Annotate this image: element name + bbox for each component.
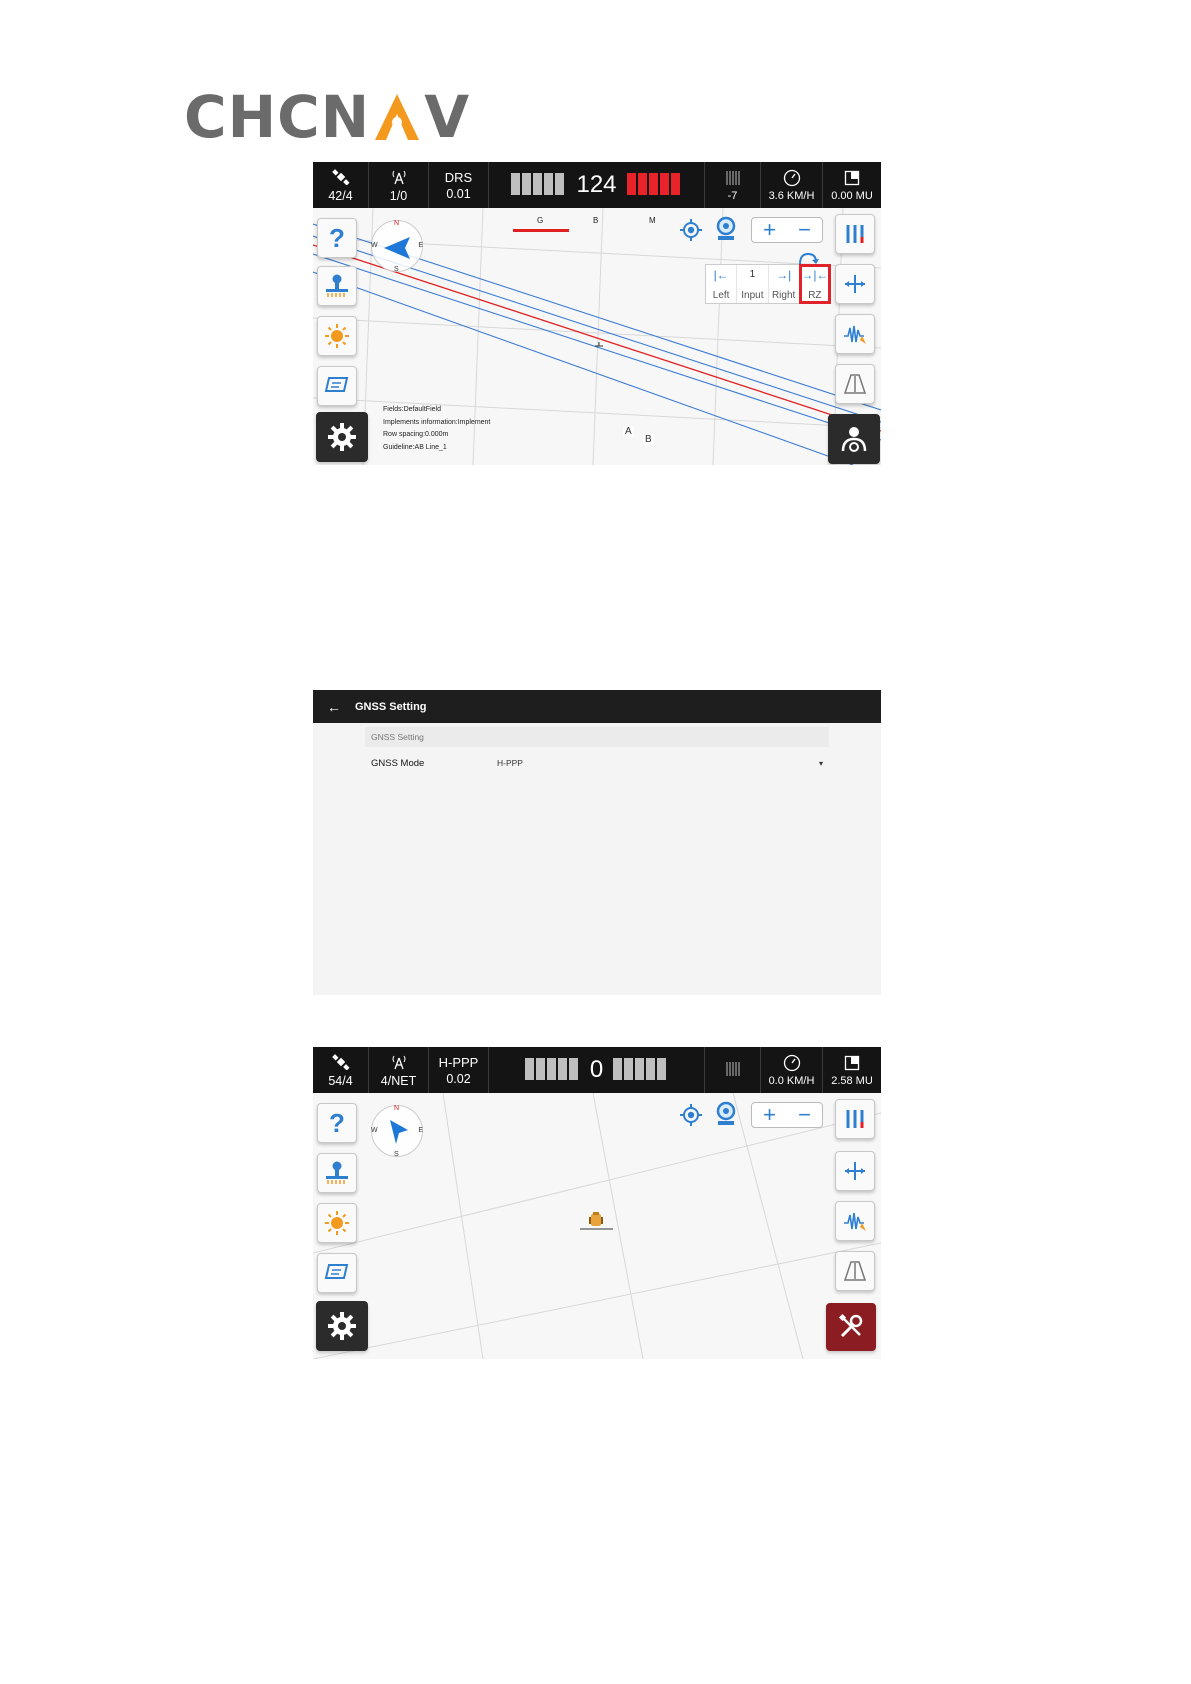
rotate-arrow-icon <box>797 252 819 266</box>
area-icon <box>844 1055 860 1071</box>
compass-east: E <box>418 242 423 249</box>
scale-label-b: B <box>593 216 599 225</box>
shift-line-icon <box>843 272 867 296</box>
field-manager-button[interactable] <box>317 1253 357 1293</box>
field-info-panel <box>383 404 490 454</box>
tools-button[interactable] <box>826 1303 876 1351</box>
camera-icon[interactable] <box>715 216 737 247</box>
gnss-setting-screen <box>313 690 881 995</box>
antenna-icon <box>390 1054 408 1070</box>
shift-left-button[interactable] <box>706 265 737 303</box>
guideline-list-button[interactable] <box>835 1099 875 1139</box>
area-status <box>823 162 881 208</box>
area-icon <box>844 170 860 186</box>
gear-icon <box>327 1311 357 1341</box>
chcnav-logo <box>184 83 471 151</box>
guidance-indicator-line <box>513 229 569 232</box>
shift-line-icon <box>843 1159 867 1183</box>
lightbar-right <box>613 1058 668 1083</box>
implement-icon <box>324 1160 350 1186</box>
locate-icon[interactable] <box>679 218 703 247</box>
speed-value: 3.6 KM/H <box>768 190 815 202</box>
satellite-count: 54/4 <box>328 1074 353 1088</box>
lightbar-right <box>627 173 682 198</box>
heading-arrow-icon <box>372 221 424 273</box>
wrench-screwdriver-icon <box>837 1313 865 1341</box>
satellite-status[interactable] <box>313 1047 369 1093</box>
compass-west: W <box>371 1127 378 1134</box>
dropdown-arrow-icon[interactable]: ▾ <box>818 758 823 768</box>
return-zero-button[interactable] <box>800 265 830 303</box>
parallel-lines-icon <box>843 1107 867 1131</box>
lightbar-left <box>525 1058 580 1083</box>
sun-icon <box>324 1210 350 1236</box>
brightness-button[interactable] <box>317 1203 357 1243</box>
map-view[interactable] <box>313 1093 881 1359</box>
field-map-icon <box>324 1262 350 1284</box>
view-mode-button[interactable] <box>835 364 875 404</box>
zoom-out-button[interactable]: − <box>798 1102 811 1127</box>
help-button[interactable] <box>317 1103 357 1143</box>
help-icon: ? <box>329 222 345 253</box>
back-arrow-icon[interactable]: ← <box>327 698 341 715</box>
wave-chart-icon <box>842 1209 868 1233</box>
area-status <box>823 1047 881 1093</box>
offset-input-button[interactable] <box>737 265 768 303</box>
speedometer-icon <box>783 1054 801 1072</box>
autosteer-engage-button[interactable] <box>828 414 880 464</box>
base-count: 4/NET <box>380 1074 417 1088</box>
row-spacing: Row spacing:0.000m <box>383 431 449 438</box>
lightbar <box>489 1047 705 1093</box>
point-b-marker: B <box>645 434 652 445</box>
satellite-count: 42/4 <box>328 189 353 203</box>
area-value: 2.58 MU <box>831 1075 873 1087</box>
terrain-compensation-button[interactable] <box>835 1201 875 1241</box>
compass-south: S <box>394 1151 399 1158</box>
parallel-lines-icon <box>843 222 867 246</box>
map-view[interactable] <box>313 208 881 465</box>
road-perspective-icon <box>843 1259 867 1283</box>
zoom-in-button[interactable]: + <box>763 1102 776 1127</box>
scale-label-g: G <box>537 216 544 225</box>
antenna-icon <box>390 169 408 185</box>
driver-wheel-icon <box>839 424 869 454</box>
guideline-name: Guideline:AB Line_1 <box>383 443 447 451</box>
brightness-button[interactable] <box>317 316 357 356</box>
help-button[interactable] <box>317 218 357 258</box>
satellite-icon <box>332 169 350 185</box>
field-map-icon <box>324 375 350 397</box>
scale-label-m: M <box>649 216 656 225</box>
status-bar <box>313 1047 881 1093</box>
gnss-mode-label: GNSS Mode <box>371 757 425 769</box>
speed-status <box>761 162 823 208</box>
implement-info: Implements information:Implement <box>383 418 491 426</box>
tractor-icon <box>589 1212 603 1226</box>
solution-mode[interactable] <box>429 1047 489 1093</box>
guidance-scale <box>513 214 673 234</box>
heading-arrow-icon <box>372 1106 424 1158</box>
guideline-list-button[interactable] <box>835 214 875 254</box>
base-count: 1/0 <box>389 189 408 203</box>
shift-right-icon: →| <box>776 268 792 282</box>
road-perspective-icon <box>843 372 867 396</box>
compass[interactable] <box>371 1105 423 1157</box>
app-bar <box>313 690 881 723</box>
gear-icon <box>327 422 357 452</box>
compass-west: W <box>371 242 378 249</box>
offset-input-label: Input <box>741 290 764 301</box>
locate-icon[interactable] <box>679 1103 703 1132</box>
view-mode-button[interactable] <box>835 1251 875 1291</box>
settings-button[interactable] <box>316 412 368 462</box>
lightbar-offset-value: 0 <box>589 1056 604 1083</box>
compass[interactable] <box>371 220 423 272</box>
camera-icon[interactable] <box>715 1101 737 1132</box>
compass-north: N <box>394 1105 400 1112</box>
compass-north: N <box>394 220 400 227</box>
line-offset-toolbar <box>705 264 831 304</box>
satellite-status[interactable] <box>313 162 369 208</box>
line-shift-button[interactable] <box>835 1151 875 1191</box>
lightbar-left <box>511 173 566 198</box>
sun-icon <box>324 323 350 349</box>
speed-status <box>761 1047 823 1093</box>
shift-left-icon: |← <box>713 268 729 282</box>
speed-value: 0.0 KM/H <box>768 1075 815 1087</box>
section-header: GNSS Setting <box>365 727 829 747</box>
deviation-status <box>705 1047 761 1093</box>
page-title: GNSS Setting <box>355 700 427 713</box>
field-name: Fields:DefaultField <box>383 406 441 413</box>
shift-right-label: Right <box>771 290 796 301</box>
implement-button[interactable] <box>317 266 357 306</box>
settings-body <box>313 723 881 995</box>
speedometer-icon <box>783 169 801 187</box>
terrain-compensation-button[interactable] <box>835 314 875 354</box>
return-zero-label: RZ <box>808 290 822 301</box>
compass-south: S <box>394 266 399 273</box>
zoom-controls <box>751 217 823 243</box>
implement-icon <box>324 273 350 299</box>
wave-chart-icon <box>842 322 868 346</box>
deviation-bars-icon <box>725 1061 741 1077</box>
help-icon: ? <box>329 1107 345 1138</box>
lightbar <box>489 162 705 208</box>
gnss-mode-select[interactable]: H-PPP <box>497 758 523 768</box>
implement-button[interactable] <box>317 1153 357 1193</box>
zoom-controls <box>751 1102 823 1128</box>
solution-mode[interactable] <box>429 162 489 208</box>
shift-left-label: Left <box>712 290 730 301</box>
return-zero-icon: →|← <box>801 268 829 282</box>
area-value: 0.00 MU <box>831 190 873 202</box>
zoom-out-button[interactable]: − <box>798 217 811 242</box>
settings-button[interactable] <box>316 1301 368 1351</box>
logo-a-icon <box>372 92 422 142</box>
field-manager-button[interactable] <box>317 366 357 406</box>
status-bar <box>313 162 881 208</box>
lightbar-offset-value: 124 <box>576 171 617 198</box>
deviation-status <box>705 162 761 208</box>
offset-input-value: 1 <box>749 269 756 280</box>
base-status[interactable] <box>369 1047 429 1093</box>
zoom-in-button[interactable]: + <box>763 217 776 242</box>
mode-label: DRS <box>444 169 473 185</box>
base-status[interactable] <box>369 162 429 208</box>
deviation-bars-icon <box>725 170 741 186</box>
logo-text-right: V <box>424 83 471 151</box>
mode-precision: 0.01 <box>446 186 471 201</box>
satellite-icon <box>332 1054 350 1070</box>
deviation-value: -7 <box>727 190 738 202</box>
mode-label: H-PPP <box>438 1054 479 1070</box>
shift-right-button[interactable] <box>769 265 800 303</box>
line-shift-button[interactable] <box>835 264 875 304</box>
mode-precision: 0.02 <box>446 1071 471 1086</box>
compass-east: E <box>418 1127 423 1134</box>
logo-text-left: CHCN <box>184 83 371 151</box>
navigation-screen-ab-line <box>313 162 881 465</box>
gnss-mode-row[interactable] <box>371 753 823 773</box>
navigation-screen-hppp <box>313 1047 881 1359</box>
point-a-marker: A <box>625 426 632 437</box>
